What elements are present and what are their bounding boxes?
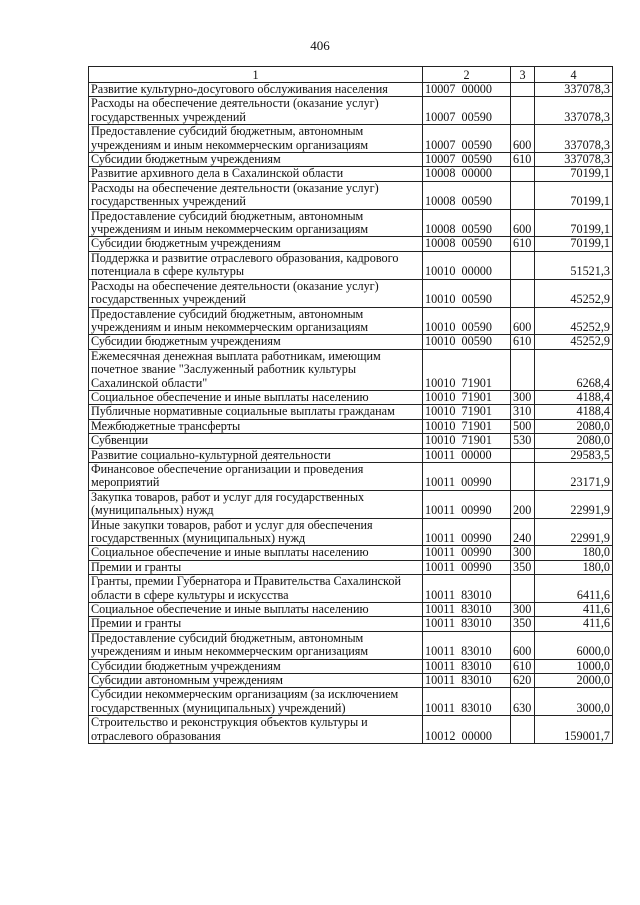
row-code: 10008 00000 <box>423 167 511 181</box>
row-amount: 337078,3 <box>535 83 613 97</box>
row-code: 10011 83010 <box>423 631 511 659</box>
row-type: 300 <box>511 603 535 617</box>
row-code: 10011 00990 <box>423 546 511 560</box>
row-name: Межбюджетные трансферты <box>89 419 423 433</box>
row-amount: 2080,0 <box>535 434 613 448</box>
table-row <box>89 390 613 404</box>
row-code: 10011 83010 <box>423 674 511 688</box>
row-name: Расходы на обеспечение деятельности (оказание услуг) государственных учреждений <box>89 279 423 307</box>
header-col-3: 3 <box>511 67 535 83</box>
table-row <box>89 237 613 251</box>
table-row <box>89 209 613 237</box>
table-row <box>89 462 613 490</box>
row-name: Субсидии автономным учреждениям <box>89 674 423 688</box>
row-amount: 45252,9 <box>535 279 613 307</box>
row-amount: 337078,3 <box>535 153 613 167</box>
table-row <box>89 659 613 673</box>
row-code: 10010 00000 <box>423 251 511 279</box>
row-type <box>511 279 535 307</box>
table-row <box>89 617 613 631</box>
row-code: 10011 00990 <box>423 462 511 490</box>
table-row <box>89 518 613 546</box>
header-col-4: 4 <box>535 67 613 83</box>
row-amount: 337078,3 <box>535 125 613 153</box>
row-name: Предоставление субсидий бюджетным, автономным учреждениям и иным некоммерческим организациям <box>89 631 423 659</box>
row-type: 350 <box>511 560 535 574</box>
row-type <box>511 575 535 603</box>
table-row <box>89 688 613 716</box>
row-name: Строительство и реконструкция объектов культуры и отраслевого образования <box>89 716 423 744</box>
table-row <box>89 153 613 167</box>
row-type: 300 <box>511 546 535 560</box>
row-amount: 1000,0 <box>535 659 613 673</box>
row-type <box>511 167 535 181</box>
table-row <box>89 490 613 518</box>
budget-table <box>88 66 613 744</box>
row-amount: 45252,9 <box>535 307 613 335</box>
row-name: Субвенции <box>89 434 423 448</box>
row-amount: 2000,0 <box>535 674 613 688</box>
row-code: 10010 00590 <box>423 307 511 335</box>
row-name: Расходы на обеспечение деятельности (оказание услуг) государственных учреждений <box>89 181 423 209</box>
row-name: Расходы на обеспечение деятельности (оказание услуг) государственных учреждений <box>89 97 423 125</box>
row-type: 350 <box>511 617 535 631</box>
row-name: Финансовое обеспечение организации и проведения мероприятий <box>89 462 423 490</box>
row-code: 10011 00990 <box>423 490 511 518</box>
table-row <box>89 349 613 390</box>
row-amount: 22991,9 <box>535 518 613 546</box>
row-name: Развитие социально-культурной деятельности <box>89 448 423 462</box>
table-row <box>89 674 613 688</box>
row-amount: 337078,3 <box>535 97 613 125</box>
table-row <box>89 419 613 433</box>
row-code: 10010 71901 <box>423 419 511 433</box>
row-type <box>511 716 535 744</box>
row-amount: 3000,0 <box>535 688 613 716</box>
row-type: 610 <box>511 335 535 349</box>
row-amount: 70199,1 <box>535 237 613 251</box>
table-row <box>89 335 613 349</box>
row-type: 610 <box>511 659 535 673</box>
row-type <box>511 251 535 279</box>
row-type: 600 <box>511 631 535 659</box>
row-code: 10011 83010 <box>423 575 511 603</box>
table-row <box>89 560 613 574</box>
row-code: 10007 00590 <box>423 97 511 125</box>
table-header-row <box>89 67 613 83</box>
row-code: 10010 00590 <box>423 335 511 349</box>
row-name: Предоставление субсидий бюджетным, автономным учреждениям и иным некоммерческим организациям <box>89 125 423 153</box>
table-row <box>89 546 613 560</box>
table-row <box>89 434 613 448</box>
row-type: 530 <box>511 434 535 448</box>
row-type: 600 <box>511 209 535 237</box>
row-name: Субсидии бюджетным учреждениям <box>89 659 423 673</box>
row-code: 10011 00990 <box>423 518 511 546</box>
row-amount: 70199,1 <box>535 167 613 181</box>
row-amount: 180,0 <box>535 546 613 560</box>
row-code: 10007 00590 <box>423 125 511 153</box>
row-name: Премии и гранты <box>89 560 423 574</box>
row-name: Премии и гранты <box>89 617 423 631</box>
row-name: Предоставление субсидий бюджетным, автономным учреждениям и иным некоммерческим организациям <box>89 307 423 335</box>
table-row <box>89 575 613 603</box>
row-name: Социальное обеспечение и иные выплаты населению <box>89 603 423 617</box>
row-amount: 4188,4 <box>535 390 613 404</box>
row-amount: 23171,9 <box>535 462 613 490</box>
row-type <box>511 349 535 390</box>
row-name: Предоставление субсидий бюджетным, автономным учреждениям и иным некоммерческим организациям <box>89 209 423 237</box>
row-name: Гранты, премии Губернатора и Правительства Сахалинской области в сфере культуры и искусства <box>89 575 423 603</box>
row-name: Иные закупки товаров, работ и услуг для обеспечения государственных (муниципальных) нужд <box>89 518 423 546</box>
row-type: 630 <box>511 688 535 716</box>
row-code: 10011 00000 <box>423 448 511 462</box>
row-code: 10011 83010 <box>423 617 511 631</box>
row-amount: 2080,0 <box>535 419 613 433</box>
table-row <box>89 83 613 97</box>
row-amount: 4188,4 <box>535 405 613 419</box>
table-row <box>89 716 613 744</box>
row-amount: 45252,9 <box>535 335 613 349</box>
row-name: Ежемесячная денежная выплата работникам, имеющим почетное звание "Заслуженный работник культуры Сахалинской области" <box>89 349 423 390</box>
row-type: 600 <box>511 307 535 335</box>
row-type: 240 <box>511 518 535 546</box>
row-code: 10008 00590 <box>423 181 511 209</box>
row-amount: 411,6 <box>535 617 613 631</box>
row-code: 10010 00590 <box>423 279 511 307</box>
row-name: Субсидии бюджетным учреждениям <box>89 153 423 167</box>
row-type: 610 <box>511 237 535 251</box>
row-code: 10011 00990 <box>423 560 511 574</box>
row-type: 310 <box>511 405 535 419</box>
row-amount: 159001,7 <box>535 716 613 744</box>
header-col-1: 1 <box>89 67 423 83</box>
page-number: 406 <box>310 38 330 53</box>
row-type: 200 <box>511 490 535 518</box>
row-amount: 22991,9 <box>535 490 613 518</box>
row-type <box>511 448 535 462</box>
row-name: Социальное обеспечение и иные выплаты населению <box>89 546 423 560</box>
row-code: 10008 00590 <box>423 209 511 237</box>
row-code: 10007 00590 <box>423 153 511 167</box>
row-type: 620 <box>511 674 535 688</box>
table-row <box>89 307 613 335</box>
row-name: Закупка товаров, работ и услуг для государственных (муниципальных) нужд <box>89 490 423 518</box>
row-amount: 6268,4 <box>535 349 613 390</box>
row-code: 10010 71901 <box>423 434 511 448</box>
row-type <box>511 181 535 209</box>
table-row <box>89 125 613 153</box>
table-row <box>89 251 613 279</box>
row-code: 10007 00000 <box>423 83 511 97</box>
row-name: Субсидии бюджетным учреждениям <box>89 335 423 349</box>
row-code: 10010 71901 <box>423 390 511 404</box>
row-name: Субсидии бюджетным учреждениям <box>89 237 423 251</box>
row-amount: 6411,6 <box>535 575 613 603</box>
table-row <box>89 405 613 419</box>
row-code: 10012 00000 <box>423 716 511 744</box>
row-amount: 29583,5 <box>535 448 613 462</box>
row-amount: 51521,3 <box>535 251 613 279</box>
row-type: 500 <box>511 419 535 433</box>
row-amount: 70199,1 <box>535 181 613 209</box>
table-row <box>89 279 613 307</box>
row-code: 10008 00590 <box>423 237 511 251</box>
row-type: 610 <box>511 153 535 167</box>
table-row <box>89 631 613 659</box>
table-row <box>89 181 613 209</box>
table-row <box>89 448 613 462</box>
row-amount: 6000,0 <box>535 631 613 659</box>
table-body <box>89 83 613 744</box>
row-code: 10011 83010 <box>423 659 511 673</box>
row-amount: 411,6 <box>535 603 613 617</box>
row-code: 10010 71901 <box>423 349 511 390</box>
row-type: 300 <box>511 390 535 404</box>
row-name: Развитие архивного дела в Сахалинской области <box>89 167 423 181</box>
row-type <box>511 83 535 97</box>
row-code: 10010 71901 <box>423 405 511 419</box>
row-name: Субсидии некоммерческим организациям (за исключением государственных (муниципальных) учреждений) <box>89 688 423 716</box>
header-col-2: 2 <box>423 67 511 83</box>
row-type <box>511 97 535 125</box>
row-amount: 70199,1 <box>535 209 613 237</box>
row-code: 10011 83010 <box>423 688 511 716</box>
table-row <box>89 603 613 617</box>
row-type <box>511 462 535 490</box>
row-name: Поддержка и развитие отраслевого образования, кадрового потенциала в сфере культуры <box>89 251 423 279</box>
table-row <box>89 167 613 181</box>
row-amount: 180,0 <box>535 560 613 574</box>
row-code: 10011 83010 <box>423 603 511 617</box>
row-name: Развитие культурно-досугового обслуживания населения <box>89 83 423 97</box>
row-name: Социальное обеспечение и иные выплаты населению <box>89 390 423 404</box>
row-name: Публичные нормативные социальные выплаты гражданам <box>89 405 423 419</box>
table-row <box>89 97 613 125</box>
row-type: 600 <box>511 125 535 153</box>
